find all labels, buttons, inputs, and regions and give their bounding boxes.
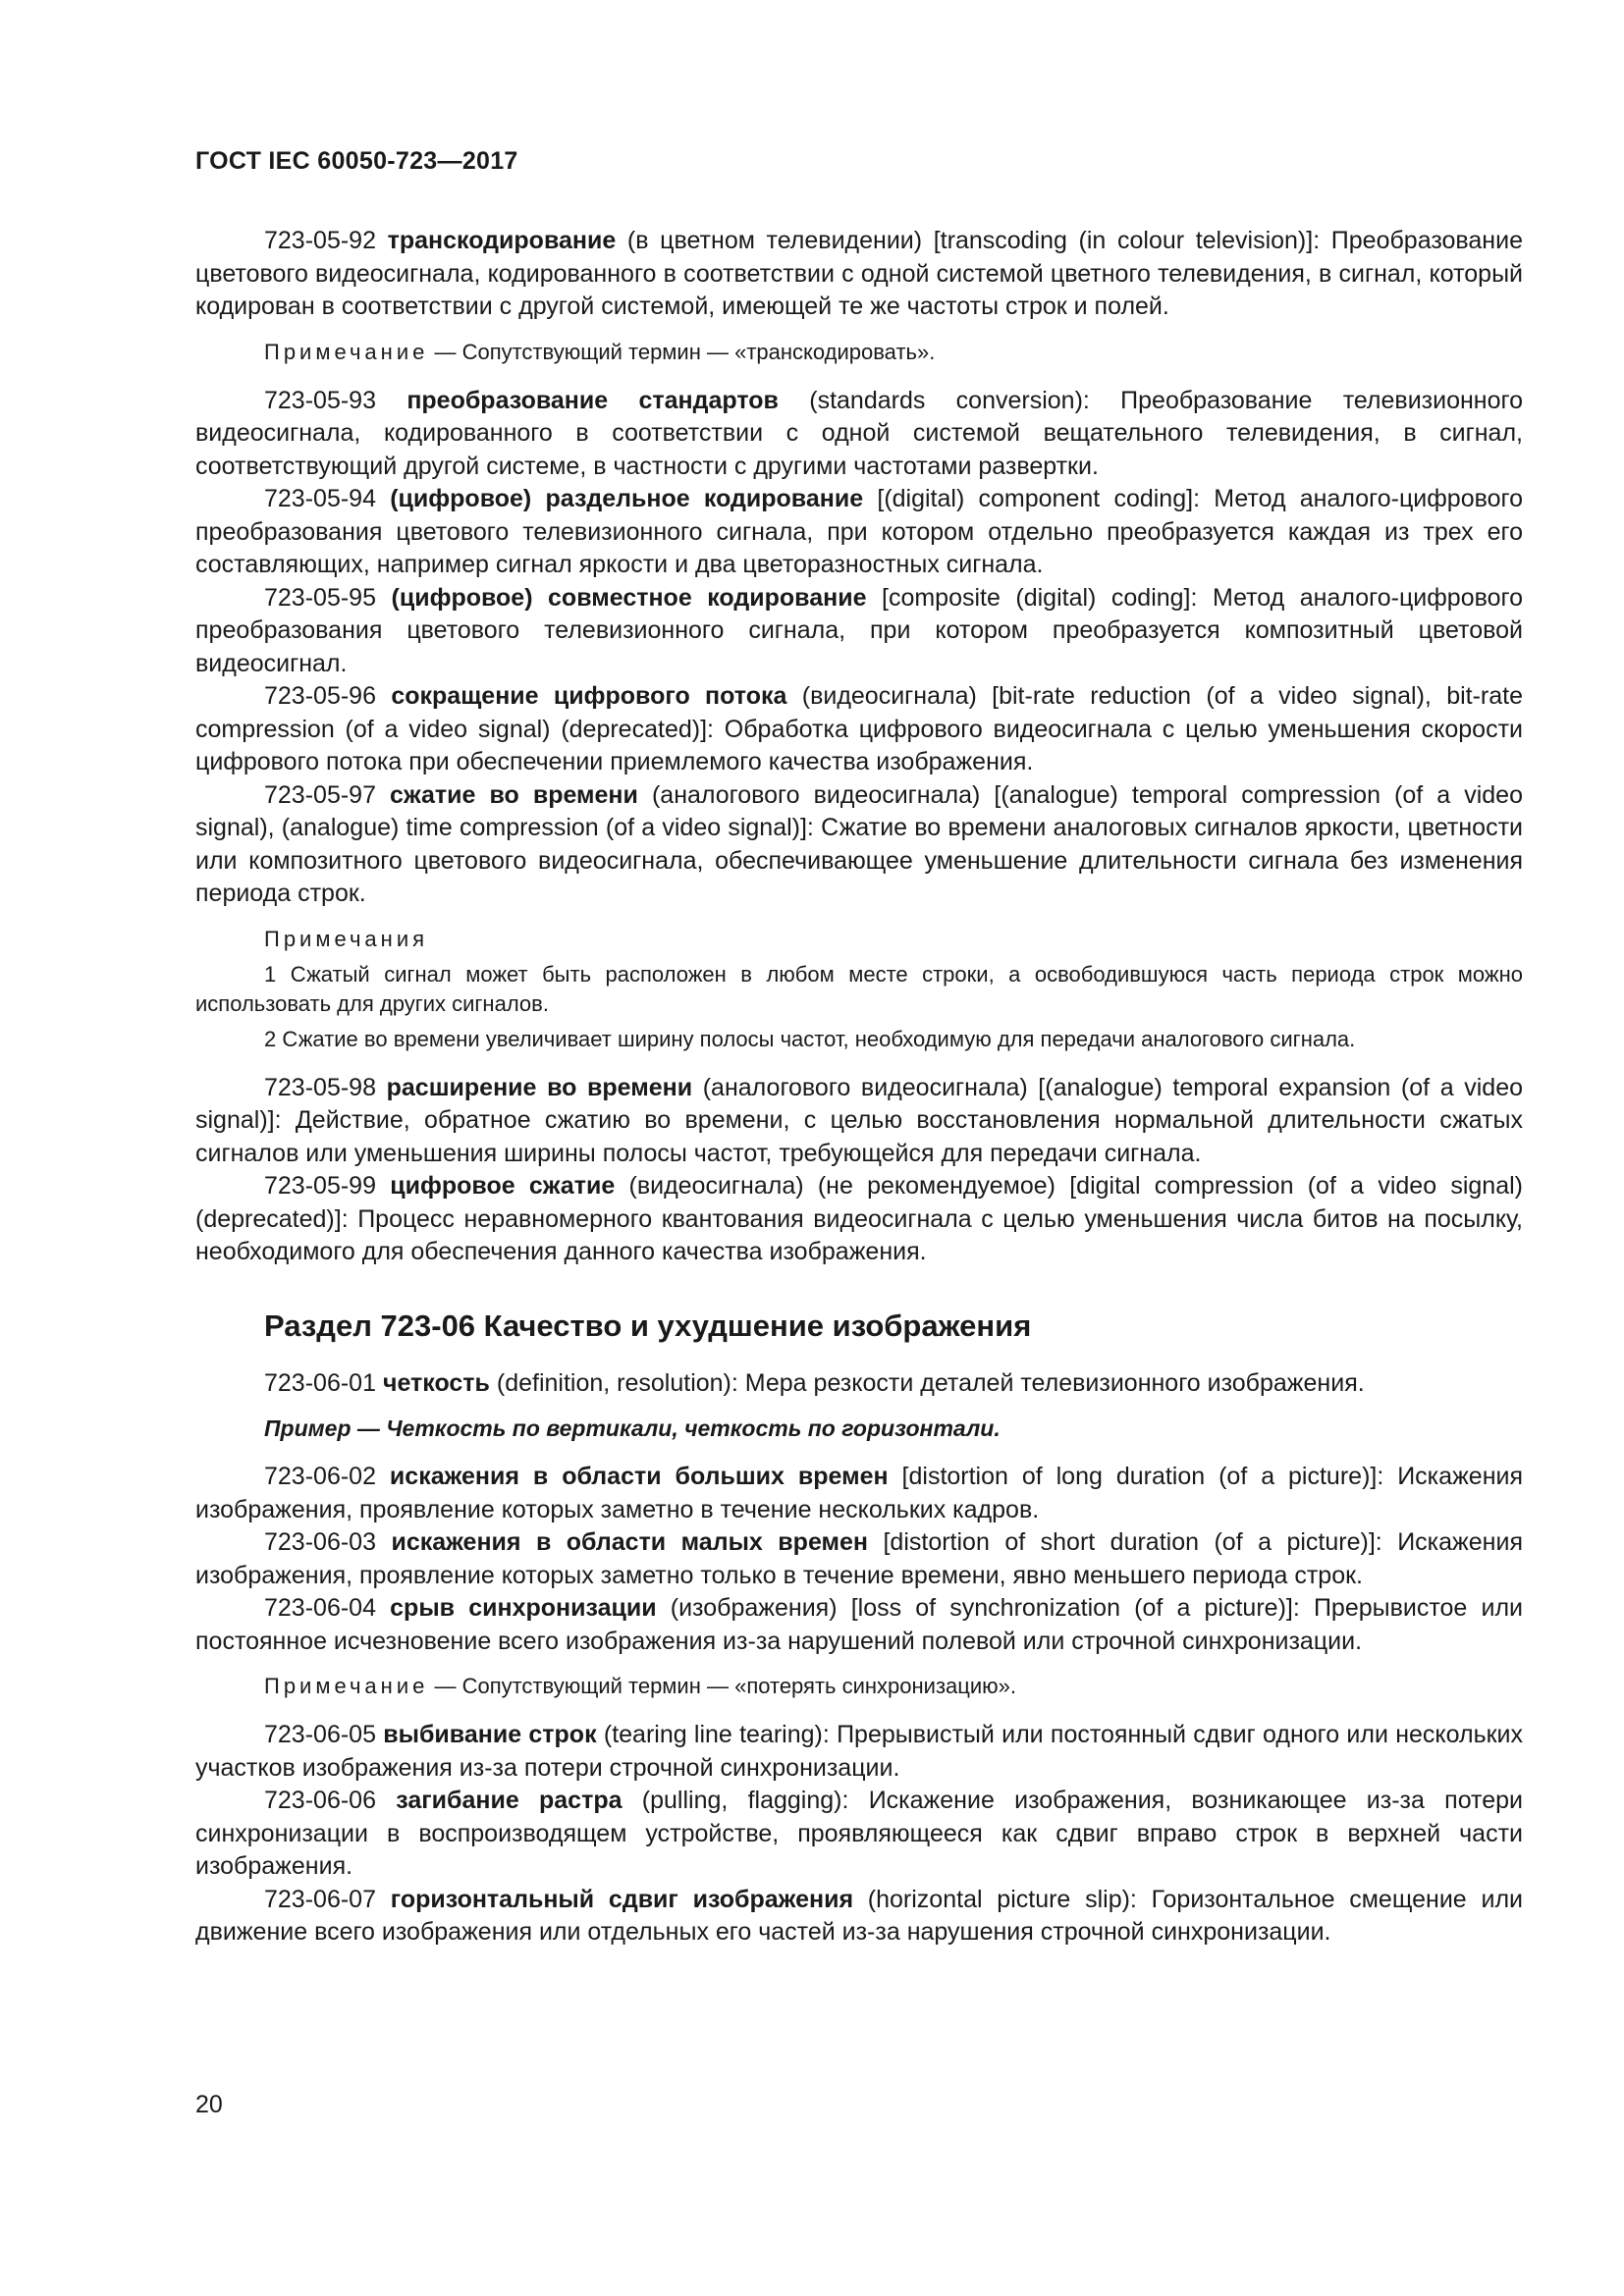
term-entry	[195, 483, 1523, 582]
term-entry	[195, 225, 1523, 324]
note	[195, 1672, 1523, 1701]
term-definition: [composite (digital) coding]: Метод аналого-цифрового преобразования цветового телевизионного сигнала, при котором преобразуется композитный цветовой видеосигнал.	[195, 583, 1523, 677]
example: Пример — Четкость по вертикали, четкость по горизонтали.	[264, 1415, 1001, 1441]
note-label: Примечание	[264, 339, 429, 364]
term-entry	[195, 385, 1523, 484]
note-item: 2 Сжатие во времени увеличивает ширину полосы частот, необходимую для передачи аналогового сигнала.	[264, 1026, 1356, 1051]
term-definition: (аналогового видеосигнала) [(analogue) temporal expansion (of a video signal)]: Действие, обратное сжатию во времени, с целью восстановления нормальной длительности сжатых сигналов или уменьшения ширины полосы частот, требующейся для передачи сигнала.	[195, 1073, 1523, 1167]
term-entry	[195, 779, 1523, 911]
term-entry	[195, 1461, 1523, 1526]
term-code: 723-05-95	[264, 583, 376, 612]
notes-heading	[195, 925, 1523, 954]
note	[195, 338, 1523, 367]
term-code: 723-06-04	[264, 1594, 376, 1622]
document-header: ГОСТ IEC 60050-723—2017	[195, 147, 518, 175]
term-entry	[195, 582, 1523, 681]
term-name: преобразование стандартов	[406, 386, 779, 414]
document-page	[195, 147, 1523, 1949]
note-text: — Сопутствующий термин — «потерять синхронизацию».	[428, 1674, 1017, 1698]
term-entry	[195, 680, 1523, 779]
term-definition: (видеосигнала) (не рекомендуемое) [digital compression (of a video signal) (deprecated)]: Процесс неравномерного квантования видеосигнала с целью уменьшения числа битов на посылку, необходимого для обеспечения данного качества изображения.	[195, 1172, 1523, 1265]
term-code: 723-06-03	[264, 1528, 376, 1556]
term-code: 723-05-97	[264, 780, 376, 809]
section-title: Раздел 723-06 Качество и ухудшение изображения	[264, 1308, 1032, 1343]
term-name: расширение во времени	[386, 1073, 693, 1101]
term-definition: (аналогового видеосигнала) [(analogue) temporal compression (of a video signal), (analogue) time compression (of a video signal)]: Сжатие во времени аналоговых сигналов яркости, цветности или композитного цветового видеосигнала, обеспечивающее уменьшение длительности сигнала без изменения периода строк.	[195, 780, 1523, 907]
term-code: 723-06-01	[264, 1368, 376, 1397]
term-entry	[195, 1719, 1523, 1785]
term-code: 723-05-96	[264, 682, 376, 710]
term-code: 723-05-94	[264, 485, 376, 512]
term-entry	[195, 1072, 1523, 1171]
term-entry	[195, 1170, 1523, 1269]
term-definition: (видеосигнала) [bit-rate reduction (of a video signal), bit-rate compression (of a video signal) (deprecated)]: Обработка цифрового видеосигнала с целью уменьшения скорости цифрового потока при обеспечении приемлемого качества изображения.	[195, 682, 1524, 775]
term-name: цифровое сжатие	[390, 1172, 616, 1200]
term-name: транскодирование	[387, 227, 617, 254]
term-code: 723-06-06	[264, 1787, 376, 1814]
term-name: (цифровое) совместное кодирование	[391, 583, 867, 612]
term-definition: [distortion of short duration (of a picture)]: Искажения изображения, проявление которых заметно только в течение времени, явно меньшего периода строк.	[195, 1528, 1523, 1589]
term-definition: (horizontal picture slip): Горизонтальное смещение или движение всего изображения или отдельных его частей из-за нарушения строчной синхронизации.	[195, 1885, 1523, 1946]
term-name: сокращение цифрового потока	[391, 682, 787, 710]
term-entry	[195, 1592, 1523, 1658]
term-entry	[195, 1526, 1523, 1592]
note-label: Примечания	[264, 926, 429, 951]
term-name: загибание растра	[396, 1787, 623, 1814]
term-code: 723-05-99	[264, 1172, 376, 1200]
term-name: (цифровое) раздельное кодирование	[390, 485, 864, 512]
term-definition: (в цветном телевидении) [transcoding (in colour television)]: Преобразование цветового видеосигнала, кодированного в соответствии с одной системой цветного телевидения, в сигнал, который кодирован в соответствии с другой системой, имеющей те же частоты строк и полей.	[195, 227, 1523, 320]
term-definition: (definition, resolution): Мера резкости деталей телевизионного изображения.	[489, 1368, 1365, 1397]
term-code: 723-06-02	[264, 1463, 376, 1490]
term-entry	[195, 1884, 1523, 1949]
term-code: 723-05-98	[264, 1073, 376, 1101]
term-name: сжатие во времени	[390, 780, 638, 809]
term-definition: [(digital) component coding]: Метод аналого-цифрового преобразования цветового телевизионного сигнала, при котором отдельно преобразуется каждая из трех его составляющих, например сигнал яркости и два цветоразностных сигнала.	[195, 485, 1523, 578]
term-entry	[195, 1367, 1523, 1401]
term-name: срыв синхронизации	[390, 1594, 657, 1622]
term-definition: (tearing line tearing): Прерывистый или постоянный сдвиг одного или нескольких участков изображения из-за потери строчной синхронизации.	[195, 1721, 1523, 1782]
term-name: искажения в области больших времен	[389, 1463, 889, 1490]
term-name: четкость	[382, 1368, 490, 1397]
note-item: 1 Сжатый сигнал может быть расположен в любом месте строки, а освободившуюся часть периода строк можно использовать для других сигналов.	[195, 961, 1523, 1016]
term-definition: (standards conversion): Преобразование телевизионного видеосигнала, кодированного в соответствии с одной системой вещательного телевидения, в сигнал, соответствующий другой системе, в частности с другими частотами развертки.	[195, 386, 1523, 480]
term-definition: (изображения) [loss of synchronization (of a picture)]: Прерывистое или постоянное исчезновение всего изображения из-за нарушений полевой или строчной синхронизации.	[195, 1594, 1523, 1655]
term-entry	[195, 1785, 1523, 1884]
page-number: 20	[195, 2091, 223, 2118]
term-name: горизонтальный сдвиг изображения	[390, 1885, 854, 1913]
term-code: 723-06-07	[264, 1885, 376, 1913]
term-definition: [distortion of long duration (of a picture)]: Искажения изображения, проявление которых заметно в течение нескольких кадров.	[195, 1463, 1524, 1523]
term-code: 723-06-05	[264, 1721, 376, 1748]
note-label: Примечание	[264, 1674, 429, 1698]
term-definition: (pulling, flagging): Искажение изображения, возникающее из-за потери синхронизации в воспроизводящем устройстве, проявляющееся как сдвиг вправо строк в верхней части изображения.	[195, 1787, 1523, 1880]
term-code: 723-05-93	[264, 386, 376, 414]
term-name: искажения в области малых времен	[391, 1528, 869, 1556]
term-code: 723-05-92	[264, 227, 376, 254]
term-name: выбивание строк	[383, 1721, 597, 1748]
note-text: — Сопутствующий термин — «транскодировать».	[428, 339, 936, 364]
